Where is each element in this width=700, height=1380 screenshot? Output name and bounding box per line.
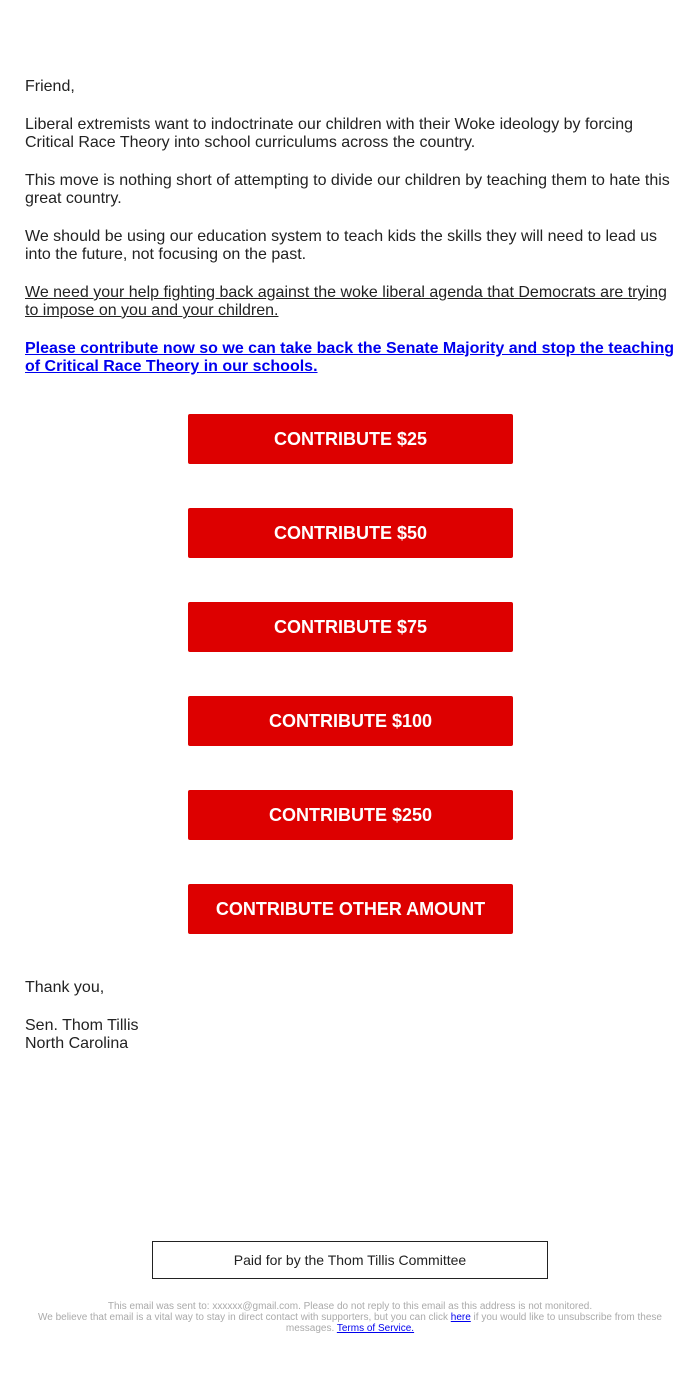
footer-unsubscribe-line <box>25 1312 675 1334</box>
paid-for-disclaimer <box>152 1241 548 1279</box>
footer-unsubscribe-suffix: if you would like to unsubscribe from these messages. <box>285 1312 662 1334</box>
contribute-25-button[interactable]: CONTRIBUTE $25 <box>188 414 513 464</box>
contribute-other-amount-button[interactable]: CONTRIBUTE OTHER AMOUNT <box>188 884 513 934</box>
sender-state: North Carolina <box>25 1035 129 1052</box>
contribution-buttons <box>188 414 513 978</box>
terms-of-service-link[interactable]: Terms of Service. <box>336 1323 415 1334</box>
paragraph-1: Liberal extremists want to indoctrinate our children with their Woke ideology by forcing Critical Race Theory into school curriculums across the country. <box>25 116 633 151</box>
unsubscribe-here-link[interactable]: here <box>450 1312 471 1323</box>
signoff <box>25 979 139 1053</box>
thanks-text: Thank you, <box>25 979 105 996</box>
underlined-appeal: We need your help fighting back against the woke liberal agenda that Democrats are trying to impose on you and your children. <box>25 284 667 319</box>
sender-name: Sen. Thom Tillis <box>25 1017 139 1034</box>
contribute-75-button[interactable]: CONTRIBUTE $75 <box>188 602 513 652</box>
footer-unsubscribe-prefix: We believe that email is a vital way to stay in direct contact with supporters, but you can click <box>37 1312 451 1323</box>
paragraph-4 <box>25 284 680 320</box>
contribute-now-link[interactable]: Please contribute now so we can take back the Senate Majority and stop the teaching of Critical Race Theory in our schools. <box>25 340 675 375</box>
contribute-100-button[interactable]: CONTRIBUTE $100 <box>188 696 513 746</box>
paragraph-2: This move is nothing short of attempting to divide our children by teaching them to hate this great country. <box>25 172 670 207</box>
paid-for-text: Paid for by the Thom Tillis Committee <box>233 1252 467 1268</box>
contribute-250-button[interactable]: CONTRIBUTE $250 <box>188 790 513 840</box>
contribute-50-button[interactable]: CONTRIBUTE $50 <box>188 508 513 558</box>
email-body <box>25 78 680 396</box>
footer-sent-to: This email was sent to: xxxxxx@gmail.com. Please do not reply to this email as this address is not monitored. <box>107 1301 593 1312</box>
cta-paragraph <box>25 340 680 376</box>
greeting: Friend, <box>25 78 75 95</box>
paragraph-3: We should be using our education system to teach kids the skills they will need to lead us into the future, not focusing on the past. <box>25 228 658 263</box>
email-footer <box>25 1301 675 1334</box>
